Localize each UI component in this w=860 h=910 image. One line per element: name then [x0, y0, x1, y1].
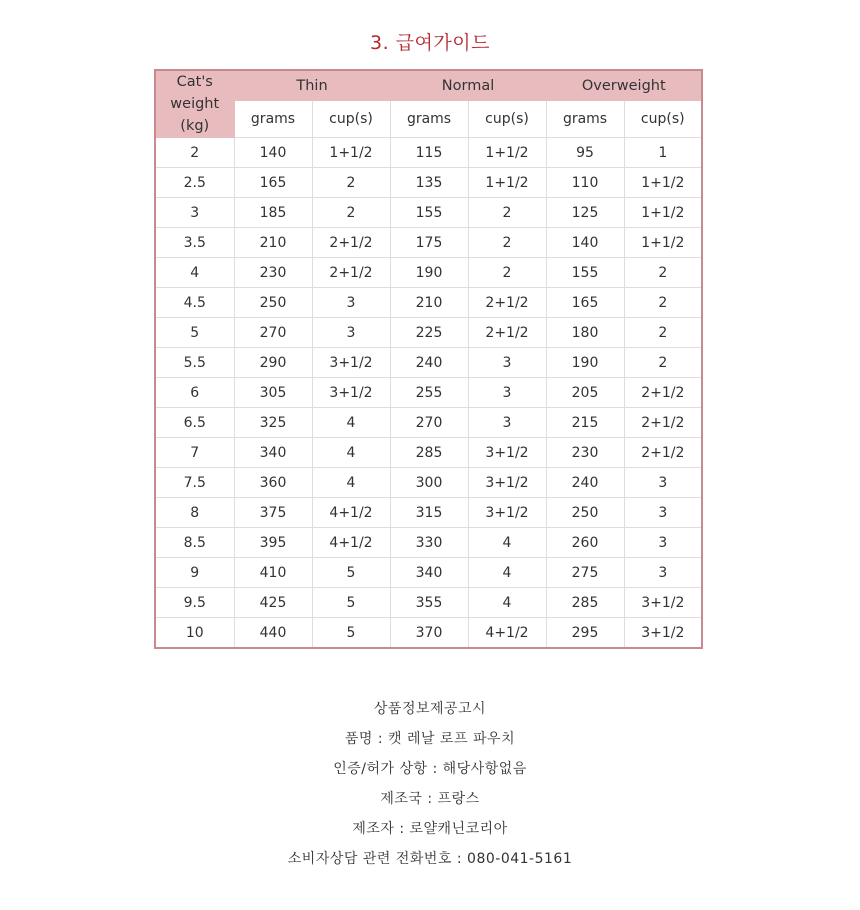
cell-normal-grams: 115	[390, 138, 468, 168]
cell-thin-cups: 1+1/2	[312, 138, 390, 168]
cell-thin-cups: 2	[312, 198, 390, 228]
cell-thin-grams: 270	[234, 318, 312, 348]
cell-normal-cups: 4	[468, 528, 546, 558]
subheader-overweight-grams: grams	[546, 101, 624, 138]
cell-thin-grams: 325	[234, 408, 312, 438]
group-header-thin: Thin	[234, 70, 390, 101]
cell-overweight-cups: 2+1/2	[624, 378, 702, 408]
cell-normal-grams: 240	[390, 348, 468, 378]
cell-normal-cups: 3+1/2	[468, 498, 546, 528]
cell-weight: 2.5	[155, 168, 234, 198]
cell-overweight-cups: 3	[624, 528, 702, 558]
cell-weight: 8.5	[155, 528, 234, 558]
cell-weight: 4.5	[155, 288, 234, 318]
cell-weight: 3.5	[155, 228, 234, 258]
cell-overweight-grams: 95	[546, 138, 624, 168]
cell-overweight-cups: 3	[624, 498, 702, 528]
cell-weight: 10	[155, 618, 234, 649]
table-row	[155, 318, 702, 348]
cell-overweight-grams: 190	[546, 348, 624, 378]
cell-normal-cups: 2	[468, 228, 546, 258]
cell-thin-cups: 4	[312, 468, 390, 498]
cell-overweight-cups: 3+1/2	[624, 618, 702, 649]
cell-weight: 2	[155, 138, 234, 168]
cell-normal-cups: 2	[468, 258, 546, 288]
cell-normal-grams: 340	[390, 558, 468, 588]
cell-normal-grams: 285	[390, 438, 468, 468]
cell-normal-cups: 3+1/2	[468, 438, 546, 468]
cell-thin-grams: 410	[234, 558, 312, 588]
cell-weight: 5	[155, 318, 234, 348]
table-row	[155, 288, 702, 318]
cell-overweight-grams: 125	[546, 198, 624, 228]
cell-thin-grams: 230	[234, 258, 312, 288]
cell-overweight-grams: 140	[546, 228, 624, 258]
cell-normal-grams: 315	[390, 498, 468, 528]
subheader-overweight-cups: cup(s)	[624, 101, 702, 138]
cell-overweight-grams: 240	[546, 468, 624, 498]
cell-weight: 7.5	[155, 468, 234, 498]
cell-weight: 3	[155, 198, 234, 228]
cell-overweight-grams: 275	[546, 558, 624, 588]
cell-normal-cups: 3+1/2	[468, 468, 546, 498]
cell-normal-grams: 135	[390, 168, 468, 198]
cell-weight: 9.5	[155, 588, 234, 618]
cell-thin-grams: 140	[234, 138, 312, 168]
cell-thin-cups: 3	[312, 288, 390, 318]
cell-thin-grams: 440	[234, 618, 312, 649]
cell-thin-cups: 5	[312, 588, 390, 618]
cell-overweight-cups: 3	[624, 468, 702, 498]
subheader-thin-grams: grams	[234, 101, 312, 138]
cell-normal-grams: 190	[390, 258, 468, 288]
table-body	[155, 138, 702, 649]
table-row	[155, 258, 702, 288]
weight-header-line: Cat's	[176, 74, 213, 90]
cell-overweight-grams: 165	[546, 288, 624, 318]
cell-normal-cups: 1+1/2	[468, 168, 546, 198]
cell-normal-cups: 3	[468, 378, 546, 408]
weight-column-header	[155, 70, 234, 138]
cell-normal-cups: 3	[468, 408, 546, 438]
table-row	[155, 408, 702, 438]
cell-thin-grams: 395	[234, 528, 312, 558]
table-row	[155, 378, 702, 408]
product-info-notice	[0, 694, 860, 874]
cell-overweight-cups: 3	[624, 558, 702, 588]
cell-overweight-cups: 2	[624, 318, 702, 348]
cell-normal-cups: 3	[468, 348, 546, 378]
cell-thin-grams: 360	[234, 468, 312, 498]
cell-thin-cups: 4+1/2	[312, 498, 390, 528]
cell-thin-cups: 5	[312, 618, 390, 649]
cell-normal-grams: 175	[390, 228, 468, 258]
subheader-thin-cups: cup(s)	[312, 101, 390, 138]
table-row	[155, 228, 702, 258]
cell-thin-grams: 305	[234, 378, 312, 408]
notice-heading: 상품정보제공고시	[373, 701, 487, 717]
cell-weight: 6	[155, 378, 234, 408]
cell-thin-grams: 425	[234, 588, 312, 618]
cell-overweight-cups: 1+1/2	[624, 168, 702, 198]
cell-thin-cups: 2+1/2	[312, 228, 390, 258]
cell-overweight-grams: 180	[546, 318, 624, 348]
cell-normal-grams: 210	[390, 288, 468, 318]
cell-normal-cups: 4	[468, 558, 546, 588]
weight-header-line: weight	[170, 96, 220, 112]
cell-thin-grams: 340	[234, 438, 312, 468]
cell-overweight-cups: 2	[624, 288, 702, 318]
cell-weight: 8	[155, 498, 234, 528]
cell-overweight-grams: 215	[546, 408, 624, 438]
cell-overweight-cups: 1+1/2	[624, 228, 702, 258]
table-row	[155, 438, 702, 468]
cell-overweight-cups: 3+1/2	[624, 588, 702, 618]
table-row	[155, 558, 702, 588]
country-of-manufacture: 제조국 : 프랑스	[380, 791, 480, 807]
table-subheader-row	[155, 101, 702, 138]
cell-normal-grams: 355	[390, 588, 468, 618]
cell-overweight-grams: 155	[546, 258, 624, 288]
cell-overweight-cups: 1	[624, 138, 702, 168]
cell-normal-grams: 330	[390, 528, 468, 558]
cell-normal-grams: 155	[390, 198, 468, 228]
cell-thin-cups: 3+1/2	[312, 378, 390, 408]
cell-thin-grams: 210	[234, 228, 312, 258]
subheader-normal-grams: grams	[390, 101, 468, 138]
cell-overweight-grams: 205	[546, 378, 624, 408]
table-row	[155, 168, 702, 198]
cell-thin-grams: 250	[234, 288, 312, 318]
cell-normal-cups: 2+1/2	[468, 288, 546, 318]
table-row	[155, 588, 702, 618]
cell-thin-grams: 165	[234, 168, 312, 198]
table-row	[155, 618, 702, 649]
cell-overweight-grams: 285	[546, 588, 624, 618]
cell-normal-grams: 270	[390, 408, 468, 438]
cell-normal-cups: 4+1/2	[468, 618, 546, 649]
subheader-normal-cups: cup(s)	[468, 101, 546, 138]
cell-overweight-cups: 2+1/2	[624, 438, 702, 468]
cell-thin-grams: 290	[234, 348, 312, 378]
cell-overweight-cups: 1+1/2	[624, 198, 702, 228]
cell-normal-grams: 255	[390, 378, 468, 408]
cell-normal-grams: 370	[390, 618, 468, 649]
cell-weight: 6.5	[155, 408, 234, 438]
cell-normal-cups: 1+1/2	[468, 138, 546, 168]
manufacturer: 제조자 : 로얄캐닌코리아	[352, 821, 508, 837]
cell-overweight-grams: 230	[546, 438, 624, 468]
cell-normal-grams: 300	[390, 468, 468, 498]
table-row	[155, 138, 702, 168]
cell-thin-cups: 4+1/2	[312, 528, 390, 558]
cell-thin-grams: 185	[234, 198, 312, 228]
weight-header-line: (kg)	[180, 118, 210, 134]
table-row	[155, 348, 702, 378]
cell-normal-cups: 4	[468, 588, 546, 618]
cell-overweight-cups: 2	[624, 258, 702, 288]
cell-thin-grams: 375	[234, 498, 312, 528]
cell-normal-cups: 2+1/2	[468, 318, 546, 348]
product-name: 품명 : 캣 레날 로프 파우치	[344, 731, 516, 747]
cell-thin-cups: 5	[312, 558, 390, 588]
cell-weight: 5.5	[155, 348, 234, 378]
cell-weight: 9	[155, 558, 234, 588]
feeding-guide-table	[154, 69, 703, 649]
cell-weight: 4	[155, 258, 234, 288]
customer-service-phone: 소비자상담 관련 전화번호 : 080-041-5161	[287, 851, 573, 867]
cell-overweight-grams: 260	[546, 528, 624, 558]
group-header-normal: Normal	[390, 70, 546, 101]
table-row	[155, 498, 702, 528]
cell-normal-grams: 225	[390, 318, 468, 348]
cell-thin-cups: 2+1/2	[312, 258, 390, 288]
cell-normal-cups: 2	[468, 198, 546, 228]
group-header-overweight: Overweight	[546, 70, 702, 101]
cell-thin-cups: 3	[312, 318, 390, 348]
table-row	[155, 198, 702, 228]
cell-thin-cups: 3+1/2	[312, 348, 390, 378]
cell-weight: 7	[155, 438, 234, 468]
cell-overweight-grams: 110	[546, 168, 624, 198]
cell-thin-cups: 4	[312, 438, 390, 468]
cell-overweight-grams: 295	[546, 618, 624, 649]
page-title: 3. 급여가이드	[370, 32, 490, 54]
cell-overweight-grams: 250	[546, 498, 624, 528]
cell-thin-cups: 2	[312, 168, 390, 198]
cell-overweight-cups: 2	[624, 348, 702, 378]
table-row	[155, 468, 702, 498]
table-group-header-row	[155, 70, 702, 101]
table-row	[155, 528, 702, 558]
certification-info: 인증/허가 상항 : 해당사항없음	[333, 761, 527, 777]
cell-overweight-cups: 2+1/2	[624, 408, 702, 438]
cell-thin-cups: 4	[312, 408, 390, 438]
